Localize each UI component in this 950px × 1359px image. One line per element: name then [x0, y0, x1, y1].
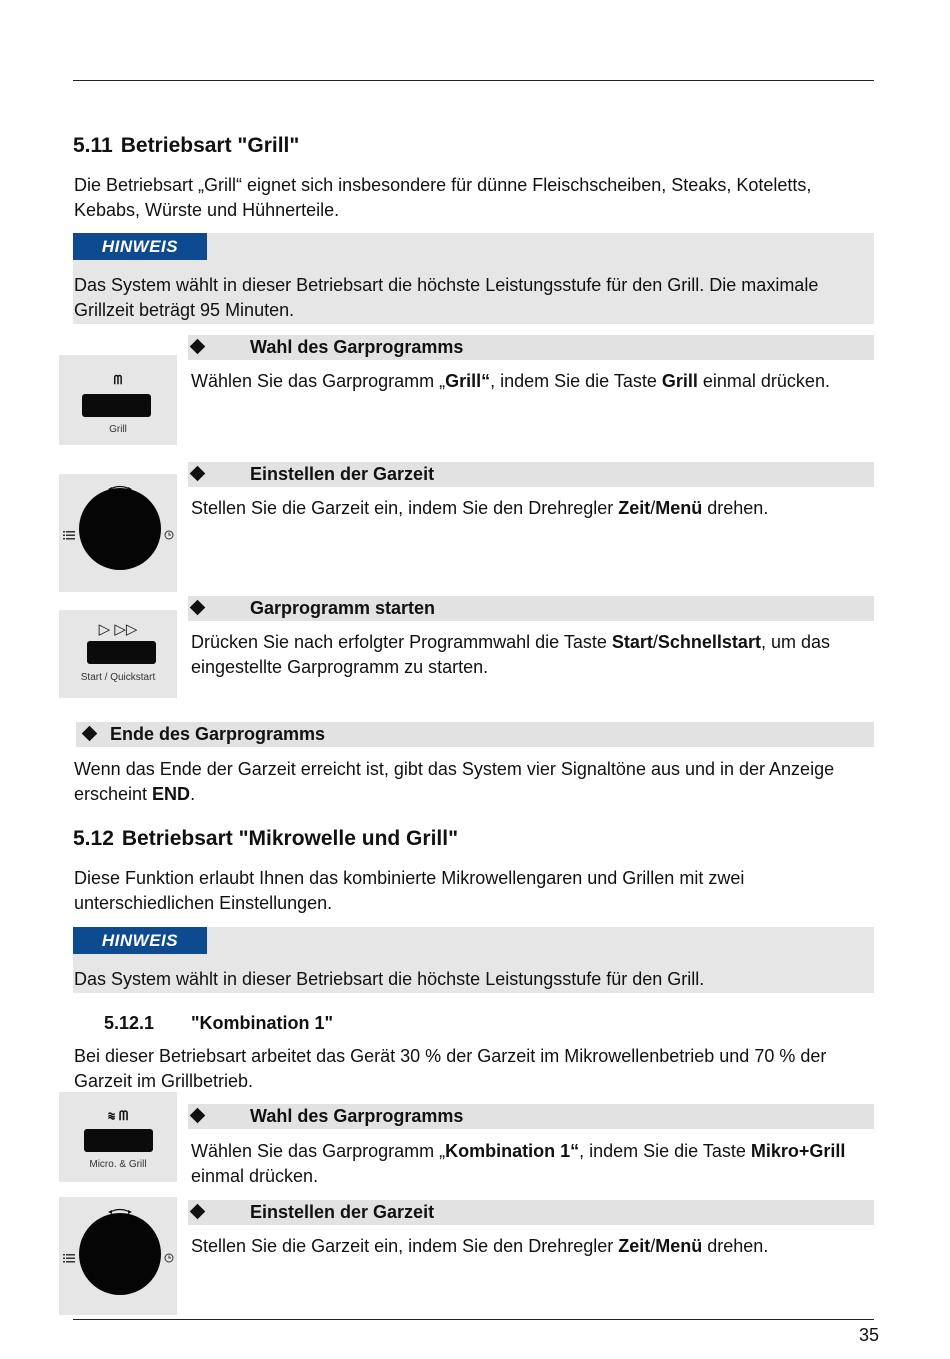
bold-run: Menü: [655, 498, 703, 518]
bold-run: Grill“: [445, 371, 491, 391]
section-title: Betriebsart "Grill": [120, 134, 300, 157]
bold-run: Zeit: [618, 1236, 651, 1256]
step-text: [191, 1139, 871, 1189]
text-run: einmal drücken.: [697, 371, 830, 391]
grill-button-panel: [59, 355, 177, 445]
note-badge: HINWEIS: [73, 233, 207, 260]
text-run: , indem Sie die Taste: [579, 1141, 751, 1161]
menu-list-icon: [63, 531, 75, 540]
text-run: /: [650, 498, 656, 518]
subsection-number: 5.12.1: [104, 1013, 155, 1033]
section-intro: Diese Funktion erlaubt Ihnen das kombinierte Mikrowellengaren und Grillen mit zwei unterschiedlichen Einstellungen.: [74, 868, 745, 913]
text-run: drehen.: [702, 498, 769, 518]
text-run: einmal drücken.: [191, 1166, 319, 1186]
section-title: Betriebsart "Mikrowelle und Grill": [121, 827, 459, 850]
subsection-title: "Kombination 1": [191, 1013, 334, 1033]
section-heading-5-12: [73, 827, 458, 851]
page-number: 35: [858, 1325, 879, 1345]
note-text: Das System wählt in dieser Betriebsart die höchste Leistungsstufe für den Grill.: [74, 969, 705, 989]
start-button-panel: [59, 610, 177, 698]
section-heading-5-11: [73, 134, 299, 158]
note-badge: HINWEIS: [73, 927, 207, 954]
step-title: Einstellen der Garzeit: [250, 1202, 435, 1222]
step-header: [188, 335, 874, 360]
diamond-bullet-icon: [82, 726, 98, 742]
time-menu-knob-panel: [59, 474, 177, 592]
grill-key-label: Grill: [109, 424, 127, 435]
end-program-title: Ende des Garprogramms: [110, 724, 326, 744]
start-key-label: Start / Quickstart: [80, 672, 156, 683]
clock-icon: [164, 530, 174, 540]
time-menu-knob-panel: [59, 1197, 177, 1315]
bold-run: END: [152, 784, 191, 804]
text-run: Stellen Sie die Garzeit ein, indem Sie den Drehregler: [191, 1236, 619, 1256]
micro-grill-key-label: Micro. & Grill: [89, 1159, 147, 1170]
section-number: 5.11: [73, 134, 113, 157]
bold-run: Kombination 1“: [445, 1141, 580, 1161]
micro-grill-symbol-icon: ≋ ᗰ: [107, 1108, 129, 1123]
step-title: Wahl des Garprogramms: [250, 1106, 464, 1126]
step-header: [188, 462, 874, 487]
bold-run: Grill: [661, 371, 698, 391]
text-run: Drücken Sie nach erfolgter Programmwahl die Taste: [191, 632, 612, 652]
end-program-text: [74, 757, 874, 807]
text-run: , um das eingestellte Garprogramm zu starten.: [191, 632, 830, 677]
subsection-intro: Bei dieser Betriebsart arbeitet das Gerät 30 % der Garzeit im Mikrowellenbetrieb und 70 % der Garzeit im Grillbetrieb.: [74, 1046, 827, 1091]
diamond-bullet-icon: [190, 1204, 206, 1220]
diamond-bullet-icon: [190, 1108, 206, 1124]
text-run: Wählen Sie das Garprogramm „: [191, 371, 446, 391]
section-intro: Die Betriebsart „Grill“ eignet sich insbesondere für dünne Fleischscheiben, Steaks, Koteletts, Kebabs, Würste und Hühnerteile.: [74, 175, 812, 220]
micro-grill-key[interactable]: [84, 1129, 153, 1152]
diamond-bullet-icon: [190, 600, 206, 616]
grill-key[interactable]: [82, 394, 151, 417]
play-symbol-icon: ▷ ▷▷: [98, 621, 138, 638]
step-text: [191, 630, 871, 680]
step-text: [191, 369, 871, 394]
time-menu-knob[interactable]: [79, 488, 161, 570]
end-program-header: [76, 722, 874, 747]
micro-grill-button-panel: [59, 1092, 177, 1182]
diamond-bullet-icon: [190, 339, 206, 355]
clock-icon: [164, 1253, 174, 1263]
step-header: [188, 1200, 874, 1225]
menu-list-icon: [63, 1254, 75, 1263]
bold-run: Zeit: [618, 498, 651, 518]
section-number: 5.12: [73, 827, 114, 850]
start-quickstart-key[interactable]: [87, 641, 156, 664]
step-text: [191, 496, 871, 521]
bold-run: Start: [611, 632, 653, 652]
step-header: [188, 1104, 874, 1129]
grill-symbol-icon: ᗰ: [113, 373, 123, 387]
step-header: [188, 596, 874, 621]
header-rule: [73, 80, 874, 81]
text-run: .: [190, 784, 196, 804]
step-text: [191, 1234, 871, 1259]
bold-run: Mikro+Grill: [750, 1141, 846, 1161]
text-run: drehen.: [702, 1236, 769, 1256]
bold-run: Menü: [655, 1236, 703, 1256]
text-run: /: [650, 1236, 656, 1256]
note-box: [73, 233, 874, 324]
note-text: Das System wählt in dieser Betriebsart die höchste Leistungsstufe für den Grill. Die maximale Grillzeit beträgt 95 Minuten.: [74, 275, 819, 320]
note-box: [73, 927, 874, 993]
bold-run: Schnellstart: [657, 632, 761, 652]
text-run: Stellen Sie die Garzeit ein, indem Sie den Drehregler: [191, 498, 619, 518]
diamond-bullet-icon: [190, 466, 206, 482]
step-title: Garprogramm starten: [250, 598, 436, 618]
step-title: Wahl des Garprogramms: [250, 337, 464, 357]
text-run: /: [652, 632, 658, 652]
time-menu-knob[interactable]: [79, 1213, 161, 1295]
text-run: Wenn das Ende der Garzeit erreicht ist, gibt das System vier Signaltöne aus und in der Anzeige erscheint: [74, 759, 835, 804]
text-run: , indem Sie die Taste: [490, 371, 662, 391]
step-title: Einstellen der Garzeit: [250, 464, 435, 484]
text-run: Wählen Sie das Garprogramm „: [191, 1141, 446, 1161]
footer-rule: [73, 1319, 874, 1320]
